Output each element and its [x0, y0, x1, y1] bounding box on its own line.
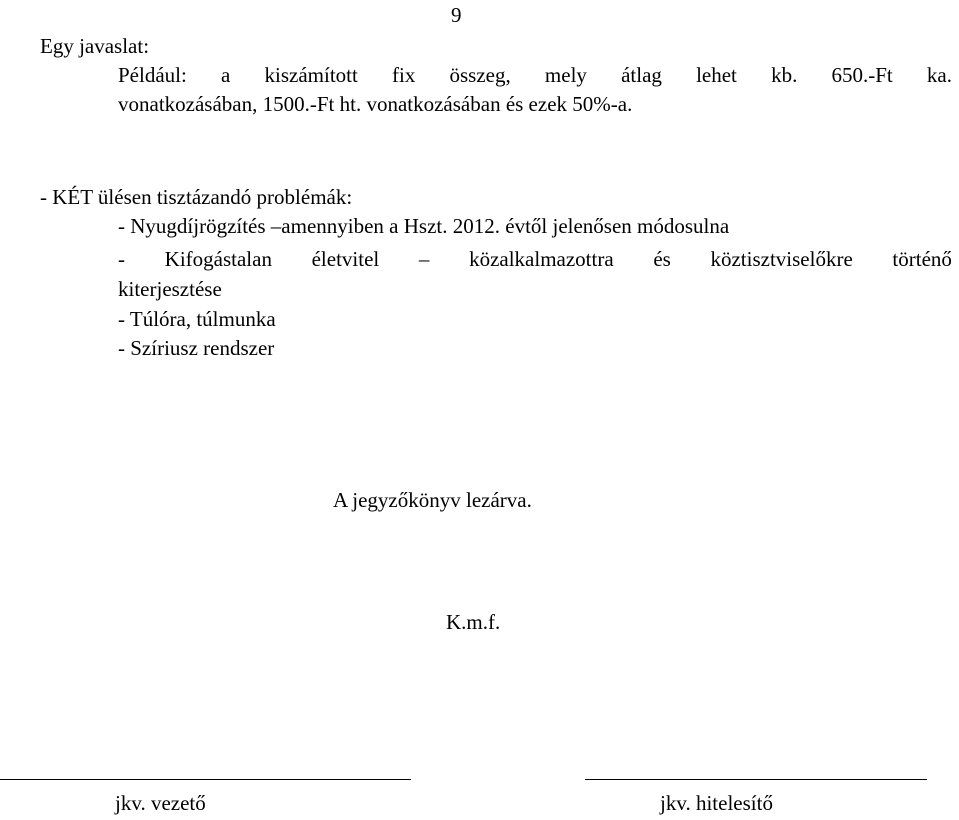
issues-heading: - KÉT ülésen tisztázandó problémák:	[40, 185, 353, 209]
proposal-word: átlag	[621, 63, 662, 87]
proposal-word: Például:	[118, 63, 187, 87]
kmf-abbreviation: K.m.f.	[446, 610, 501, 634]
issue-item-pension: - Nyugdíjrögzítés –amennyiben a Hszt. 2012. évtől jelenősen módosulna	[118, 214, 730, 238]
issue-item-lifestyle-line-2: kiterjesztése	[118, 277, 222, 301]
proposal-word: a	[221, 63, 231, 87]
proposal-line-2: vonatkozásában, 1500.-Ft ht. vonatkozásában és ezek 50%-a.	[118, 92, 633, 116]
issue-word: köztisztviselőkre	[710, 247, 853, 271]
signature-line-right	[585, 779, 927, 780]
signature-label-right: jkv. hitelesítő	[660, 791, 773, 815]
issue-word: -	[118, 247, 125, 271]
issue-item-overtime: - Túlóra, túlmunka	[118, 307, 276, 331]
issue-word: Kifogástalan	[164, 247, 272, 271]
proposal-line-1	[118, 65, 952, 86]
proposal-word: mely	[544, 63, 587, 87]
issue-word: –	[418, 247, 430, 271]
proposal-word: kiszámított	[264, 63, 358, 87]
proposal-word: 650.-Ft	[831, 63, 893, 87]
issue-word: életvitel	[311, 247, 380, 271]
proposal-word: ka.	[926, 63, 952, 87]
proposal-word: kb.	[771, 63, 798, 87]
issue-item-sirius-system: - Szíriusz rendszer	[118, 336, 275, 360]
signature-label-left: jkv. vezető	[115, 791, 206, 815]
proposal-word: fix	[392, 63, 416, 87]
issue-word: közalkalmazottra	[469, 247, 614, 271]
page-number: 9	[451, 3, 462, 27]
issue-word: és	[653, 247, 671, 271]
signature-line-left	[0, 779, 411, 780]
minutes-closed-statement: A jegyzőkönyv lezárva.	[333, 488, 532, 512]
proposal-word: összeg,	[449, 63, 511, 87]
issue-item-lifestyle-line-1	[118, 249, 952, 270]
issue-word: történő	[892, 247, 952, 271]
proposal-word: lehet	[696, 63, 737, 87]
proposal-heading: Egy javaslat:	[40, 34, 150, 58]
